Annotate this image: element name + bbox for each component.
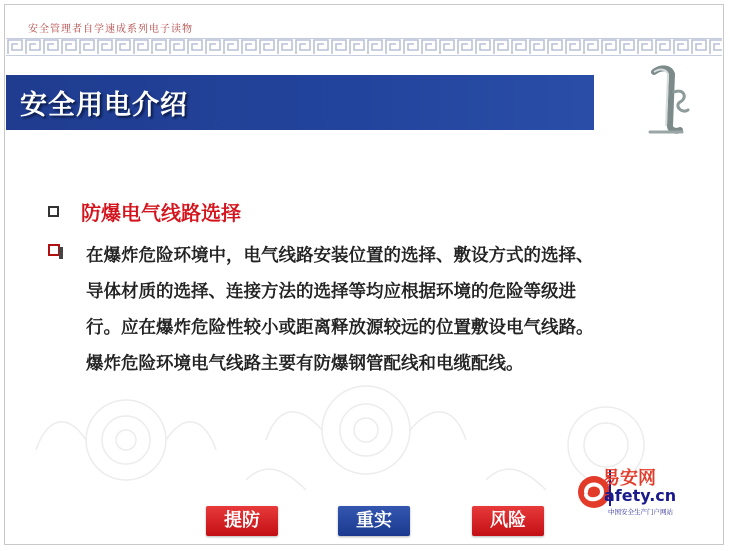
body-text bbox=[86, 238, 688, 382]
bullet-box-icon bbox=[48, 206, 59, 217]
decorative-numeral-icon bbox=[636, 62, 692, 138]
emphasis-button[interactable]: 重实 bbox=[338, 506, 410, 536]
title-bar bbox=[6, 75, 594, 130]
body-line: 行。应在爆炸危险性较小或距离释放源较远的位置敷设电气线路。 bbox=[86, 318, 594, 338]
bullet-square-icon bbox=[48, 244, 60, 256]
body-line: 导体材质的选择、连接方法的选择等均应根据环境的危险等级进 bbox=[86, 282, 576, 302]
body-paragraph bbox=[48, 238, 688, 382]
logo-tagline: 中国安全生产门户网站 bbox=[608, 508, 673, 516]
body-line: 在爆炸危险环境中，电气线路安装位置的选择、敷设方式的选择、 bbox=[86, 246, 594, 266]
logo-site-name: 易安网 bbox=[602, 468, 656, 489]
section-heading: 防爆电气线路选择 bbox=[81, 201, 241, 225]
prevent-button[interactable]: 提防 bbox=[206, 506, 278, 536]
body-line: 爆炸危险环境电气线路主要有防爆钢管配线和电缆配线。 bbox=[86, 354, 524, 374]
fret-pattern-border bbox=[6, 38, 722, 56]
logo-domain: afety.cn bbox=[604, 486, 677, 505]
risk-button[interactable]: 风险 bbox=[472, 506, 544, 536]
slide-title: 安全用电介绍 bbox=[20, 90, 188, 121]
series-title: 安全管理者自学速成系列电子读物 bbox=[28, 24, 193, 35]
heading-row bbox=[48, 197, 241, 226]
